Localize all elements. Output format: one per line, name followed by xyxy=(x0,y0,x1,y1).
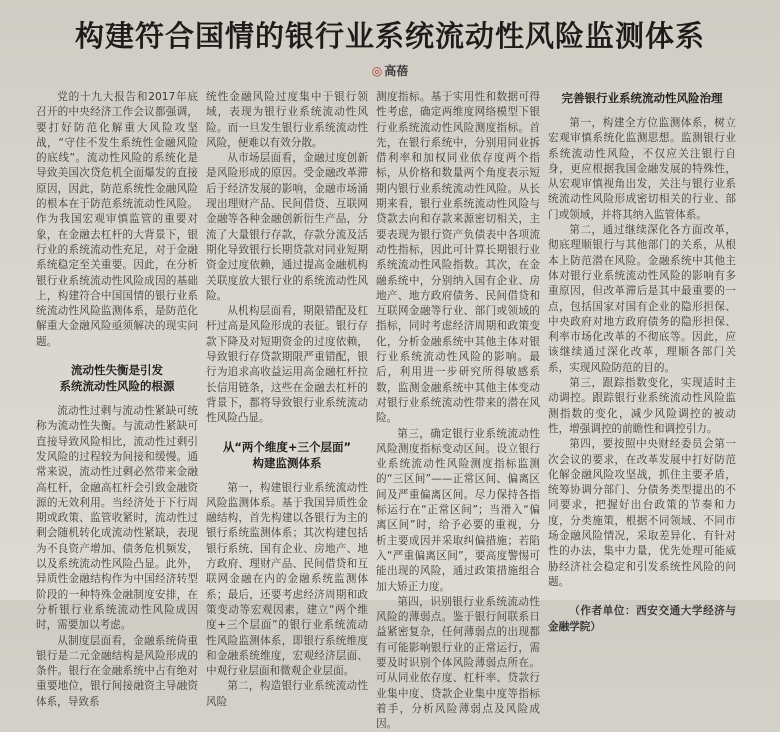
column-1 xyxy=(36,90,198,710)
section-heading: 流动性失衡是引发 系统流动性风险的根源 xyxy=(59,363,175,394)
byline xyxy=(0,62,780,79)
author-affiliation: （作者单位：西安交通大学经济与金融学院） xyxy=(548,605,736,633)
paragraph: 第二，通过继续深化各方面改革，彻底理顺银行与其他部门的关系，从根本上防范潜在风险。金融系统中其他主体对银行业系统流动性风险的影响有多重原因，但改革滞后是其中最重要的一点，包括国家对国有企业的隐形担保、中央政府对地方政府债务的隐形担保、利率市场化改革的不彻底等。因此，应该继续通过深化改革，理顺各部门关系，实现风险防范的目的。 xyxy=(548,224,736,374)
byline-mark-icon: ◎ xyxy=(371,64,383,78)
paragraph: 第一，构建银行业系统流动性风险监测体系。基于我国异质性金融结构，首先构建以各银行为主的银行系统监测体系；其次构建包括银行系统、国有企业、房地产、地方政府、理财产品、民间借贷和互联网金融在内的金融系统监测体系；最后，还要考虑经济周期和政策变动等宏观因素，建立“两个维度+三个层面”的银行业系统流动性风险监测体系，即银行系统维度和金融系统维度，宏观经济层面、中观行业层面和微观企业层面。 xyxy=(206,481,368,678)
paragraph: 第四，识别银行业系统流动性风险的薄弱点。鉴于银行间联系日益紧密复杂，任何薄弱点的出现都有可能影响银行业的正常运行，需要及时识别个体风险薄弱点所在。可从同业依存度、杠杆率、贷款行业集中度、贷款企业集中度等指标着手，分析风险薄弱点及风险成因。 xyxy=(376,595,540,731)
section-heading: 从“两个维度+三个层面” 构建监测体系 xyxy=(222,439,352,470)
paragraph: 从制度层面看，金融系统倚重银行是二元金融结构是风险形成的条件。银行在金融系统中占有绝对重要地位，银行间接融资主导融资体系，导致系 xyxy=(36,634,198,708)
paragraph: 流动性过剩与流动性紧缺可统称为流动性失衡。与流动性紧缺可直接导致风险相比，流动性过剩引发风险的过程较为间接和缓慢。通常来说，流动性过剩必然带来金融高杠杆，金融高杠杆会引致金融资源的无效利用。当经济处于下行周期或政策、监管收紧时，流动性过剩会随机转化成流动性紧缺，表现为不良资产增加、债务危机频发，以及系统流动性风险凸显。此外，异质性金融结构作为中国经济转型阶段的一种特殊金融制度安排，在分析银行业系统流动性风险成因时，需要加以考虑。 xyxy=(36,405,198,632)
paragraph: 第二，构造银行业系统流动性风险 xyxy=(206,680,368,708)
paragraph: 第四，要按照中央财经委员会第一次会议的要求，在改革发展中打好防范化解金融风险攻坚战，抓住主要矛盾，统筹协调分部门、分债务类型提出的不同要求，把握好出台政策的节奏和力度，分类施策，根据不同领域、不同市场金融风险情况，采取差异化、有针对性的办法，集中力量，优先处理可能威胁经济社会稳定和引发系统性风险的问题。 xyxy=(548,438,736,588)
paragraph: 统性金融风险过度集中于银行领域，表现为银行业系统流动性风险。而一旦发生银行业系统流动性风险，便难以有效分散。 xyxy=(206,91,368,149)
paragraph: 第三，确定银行业系统流动性风险测度指标变动区间。设立银行业系统流动性风险测度指标监测的“三区间”——正常区间、偏离区间及严重偏离区间。尽力保持各指标运行在“正常区间”；当滑入“偏离区间”时，给予必要的重视，分析主要成因并采取纠偏措施；若陷入“严重偏离区间”，要高度警惕可能出现的风险，通过政策措施组合加大矫正力度。 xyxy=(376,427,540,593)
column-4 xyxy=(548,90,736,635)
article-title: 构建符合国情的银行业系统流动性风险监测体系 xyxy=(74,19,705,53)
section-heading: 完善银行业系统流动性风险治理 xyxy=(561,91,723,105)
paragraph: 从市场层面看，金融过度创新是风险形成的原因。受金融改革滞后于经济发展的影响，金融市场涌现出理财产品、民间借贷、互联网金融等各种金融创新衍生产品，分流了大量银行存款，存款分流及活期化导致银行长期贷款对同业短期资金过度依赖，通过提高金融机构关联度放大银行业的系统流动性风险。 xyxy=(206,152,368,302)
paragraph: 第一，构建全方位监测体系，树立宏观审慎系统化监测思想。监测银行业系统流动性风险，不仅应关注银行自身，更应根据我国金融发展的特殊性，从宏观审慎视角出发，关注与银行业系统流动性风险形成密切相关的行业、部门或领域，并将其纳入监管体系。 xyxy=(548,117,736,221)
author-name: 高蓓 xyxy=(384,64,409,78)
paragraph: 从机构层面看，期限错配及杠杆过高是风险形成的表征。银行存款下降及对短期资金的过度依赖，导致银行存贷款期限严重错配，银行为追求高收益运用高金融杠杆拉长信用链条，这些在金融去杠杆的背景下，都将导致银行业系统流动性风险凸显。 xyxy=(206,305,368,425)
column-3 xyxy=(376,90,540,732)
paragraph: 第三，跟踪指数变化，实现适时主动调控。跟踪银行业系统流动性风险监测指数的变化，减少风险调控的被动性，增强调控的前瞻性和调控引力。 xyxy=(548,377,736,435)
paragraph: 测度指标。基于实用性和数据可得性考虑，确定两维度网络模型下银行业系统流动性风险测度指标。首先，在银行系统中，分别用同业拆借利率和加权同业依存度两个指标，从价格和数量两个角度表示短期内银行业系统流动性风险。从长期来看，银行业系统流动性风险与贷款去向和存款来源密切相关，主要表现为银行资产负债表中各项流动性指标，因此可计算长期银行业系统流动性风险指数。其次，在金融系统中，分别纳入国有企业、房地产、地方政府债务、民间借贷和互联网金融等行业、部门或领域的指标，同时考虑经济周期和政策变化，分析金融系统中其他主体对银行业系统流动性风险的影响。最后，利用进一步研究所得敏感系数，监测金融系统中其他主体变动对银行业系统流动性带来的潜在风险。 xyxy=(376,91,540,425)
column-2 xyxy=(206,90,368,710)
paragraph: 党的十九大报告和2017年底召开的中央经济工作会议都强调，要打好防范化解重大风险攻坚战，“守住不发生系统性金融风险的底线”。流动性风险的系统化是导致美国次贷危机全面爆发的直接原因，因此，防范系统性金融风险的根本在于防范系统流动性风险。作为我国宏观审慎监管的重要对象，在金融去杠杆的大背景下，银行业的系统流动性充足，对于金融系统稳定至关重要。因此，在分析银行业系统流动性风险成因的基础上，构建符合中国国情的银行业系统流动性风险监测体系，是防范化解重大金融风险亟须解决的现实问题。 xyxy=(36,91,198,348)
